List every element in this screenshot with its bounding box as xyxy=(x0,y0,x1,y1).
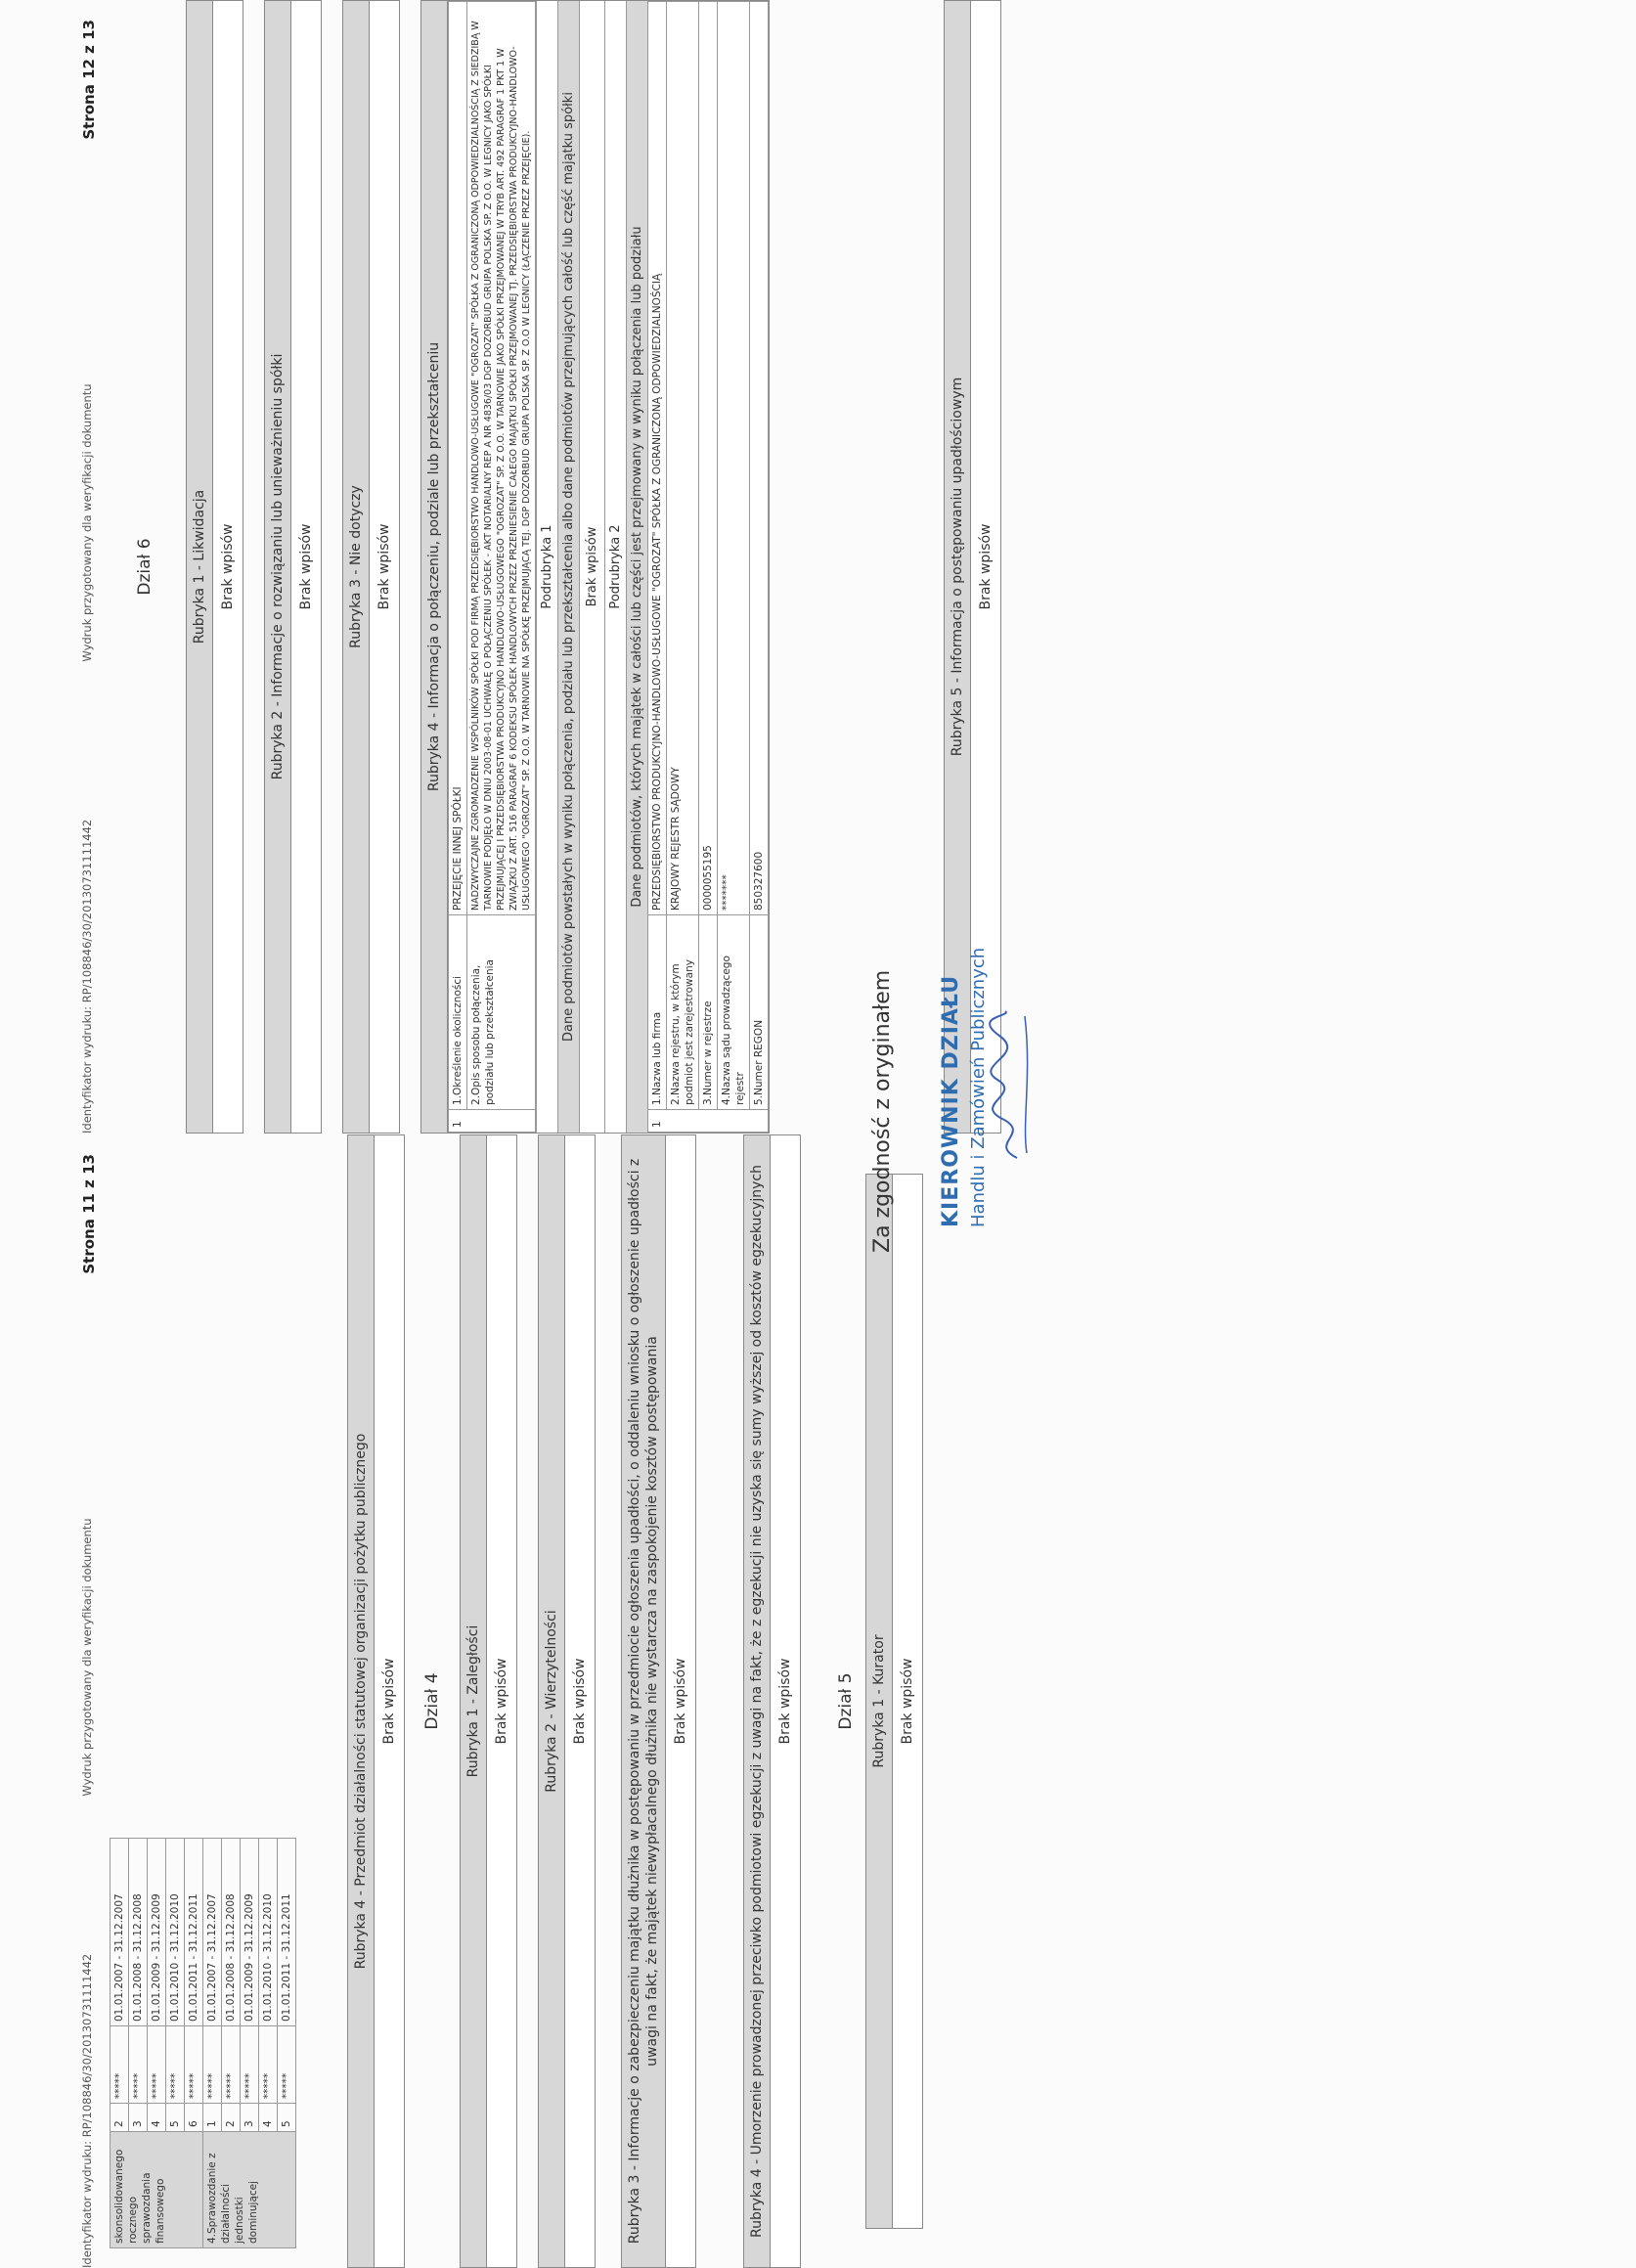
financial-reports-table xyxy=(110,1838,296,2248)
masked-value: ***** xyxy=(129,2026,148,2104)
period-range: 01.01.2008 - 31.12.2008 xyxy=(222,1839,241,2026)
field-value: KRAJOWY REJESTR SĄDOWY xyxy=(667,2,699,915)
row-number: 5 xyxy=(278,2104,296,2132)
field-label: 3.Numer w rejestrze xyxy=(699,915,718,1110)
brak-wpisow: Brak wpisów xyxy=(572,1658,588,1745)
masked-value: ***** xyxy=(203,2026,222,2104)
dzial-6-heading: Dział 6 xyxy=(135,538,155,596)
row-number: 1 xyxy=(203,2104,222,2132)
field-label: 2.Opis sposobu połączenia, podziału lub przekształcenia xyxy=(467,915,536,1110)
page-header xyxy=(80,1134,110,2268)
brak-wpisow: Brak wpisów xyxy=(900,1658,915,1745)
brak-wpisow: Brak wpisów xyxy=(579,1,604,1133)
rubryka-title: Rubryka 3 - Informacje o zabezpieczeniu majątku dłużnika w postępowaniu w przedmiocie ogłoszenia upadłości, o oddaleniu wniosku o ogłoszenie upadłości z uwagi na fakt, że majątek niewypłacalnego dłużnika nie wystarcza na zaspokojenie kosztów postępowania xyxy=(622,1135,666,2267)
period-range: 01.01.2008 - 31.12.2008 xyxy=(129,1839,148,2026)
handwritten-signature xyxy=(978,1006,1037,1163)
dzial-4-heading: Dział 4 xyxy=(422,1672,442,1730)
print-identifier: Identyfikator wydruku: RP/108846/30/20130731111442 xyxy=(80,819,94,1134)
print-identifier: Identyfikator wydruku: RP/108846/30/20130731111442 xyxy=(80,1953,94,2268)
masked-value: ***** xyxy=(241,2026,259,2104)
brak-wpisow: Brak wpisów xyxy=(777,1658,793,1745)
brak-wpisow: Brak wpisów xyxy=(220,523,236,610)
dzial-5-heading: Dział 5 xyxy=(836,1672,856,1730)
row-number: 1 xyxy=(648,1110,769,1133)
page-11 xyxy=(0,1134,1636,2268)
print-purpose: Wydruk przygotowany dla weryfikacji dokumentu xyxy=(80,1518,94,1797)
report-type-label: 4.Sprawozdanie z działalności jednostki dominującej xyxy=(203,2132,296,2248)
rubryka-title: Rubryka 1 - Zaległości xyxy=(461,1135,487,2267)
stamp-handlu: Handlu i Zamówień Publicznych xyxy=(968,947,989,1227)
period-range: 01.01.2010 - 31.12.2010 xyxy=(166,1839,185,2026)
rubryka-title: Rubryka 2 - Wierzytelności xyxy=(539,1135,565,2267)
masked-value: ***** xyxy=(185,2026,203,2104)
rubryka-1-kurator xyxy=(865,1174,923,2229)
rubryka-1-zaleglosci xyxy=(460,1134,517,2268)
field-value: PRZEJĘCIE INNEJ SPÓŁKI xyxy=(449,2,467,915)
podrubryka-1-heading: Podrubryka 1 xyxy=(536,1,557,1133)
period-range: 01.01.2010 - 31.12.2010 xyxy=(259,1839,278,2026)
field-label: 1.Określenie okoliczności xyxy=(449,915,467,1110)
rubryka-4-opp xyxy=(347,1134,405,2268)
row-number: 1 xyxy=(449,1110,536,1133)
row-number: 4 xyxy=(148,2104,166,2132)
rubryka-title: Rubryka 2 - Informacje o rozwiązaniu lub unieważnieniu spółki xyxy=(265,1,291,1133)
field-value: ******* xyxy=(718,2,750,915)
field-value: 0000055195 xyxy=(699,2,718,915)
row-number: 6 xyxy=(185,2104,203,2132)
field-label: 4.Nazwa sądu prowadzącego rejestr xyxy=(718,915,750,1110)
rubryka-title: Rubryka 5 - Informacja o postępowaniu upadłościowym xyxy=(945,1,971,1133)
masked-value: ***** xyxy=(259,2026,278,2104)
row-number: 2 xyxy=(222,2104,241,2132)
stamp-kierownik: KIEROWNIK DZIAŁU xyxy=(939,974,963,1227)
field-value: NADZWYCZAJNE ZGROMADZENIE WSPÓLNIKÓW SPÓŁKI POD FIRMĄ PRZEDSIĘBIORSTWO HANDLOWO-USŁUGOWE "OGROZAT" SPÓŁKA Z OGRANICZONĄ ODPOWIEDZIALNOŚCIĄ Z SIEDZIBĄ W TARNOWIE PODJĘŁO W DNIU 2003-08-01 UCHWAŁĘ O POŁĄCZENIU SPÓŁEK - AKT NOTARIALNY REP A NR 4836/03 DGP DOZORBUD GRUPA POLSKA SP. Z O.O. W LEGNICY JAKO SPÓŁKI PRZEJMUJĄCEJ I PRZEDSIĘBIORSTWA PRODUKCYJNO HANDLOWO-USŁUGOWEGO "OGROZAT" SP. Z O.O. W TARNOWIE JAKO SPÓŁKI PRZEJMOWANEJ W TRYB ART. 492 PARAGRAF 1 PKT 1 W ZWIĄZKU Z ART. 516 PARAGRAF 6 KODEKSU SPÓŁEK HANDLOWYCH PRZEZ PRZENIESIENIE CAŁEGO MAJĄTKU SPÓŁKI PRZEJMOWANEJ TJ. PRZEDSIĘBIORSTWA PRODUKCYJNO-HANDLOWO-USŁUGOWEGO "OGROZAT" SP. Z O.O. W TARNOWIE NA SPÓŁKĘ PRZEJMUJĄCĄ TEJ. DGP DOZORBUD GRUPA POLSKA SP. Z O.O W LEGNICY (ŁĄCZENIE PRZEZ PRZEJĘCIE). xyxy=(467,2,536,915)
rubryka-3-zabezpieczenie xyxy=(621,1134,696,2268)
rubryka-2-wierzytelnosci xyxy=(538,1134,596,2268)
stamp-zgodnosc: Za zgodność z oryginałem xyxy=(870,969,895,1253)
table-row xyxy=(203,1839,222,2248)
masked-value: ***** xyxy=(278,2026,296,2104)
rubryka-title: Rubryka 3 - Nie dotyczy xyxy=(343,1,370,1133)
rubryka-title: Rubryka 4 - Umorzenie prowadzonej przeciwko podmiotowi egzekucji z uwagi na fakt, że z egzekucji nie uzyska się sumy wyższej od kosztów egzekucyjnych xyxy=(744,1135,771,2267)
period-range: 01.01.2009 - 31.12.2009 xyxy=(241,1839,259,2026)
rubryka-title: Rubryka 4 - Przedmiot działalności statutowej organizacji pożytku publicznego xyxy=(348,1135,375,2267)
period-range: 01.01.2011 - 31.12.2011 xyxy=(185,1839,203,2026)
masked-value: ***** xyxy=(166,2026,185,2104)
masked-value: ***** xyxy=(148,2026,166,2104)
field-label: 2.Nazwa rejestru, w którym podmiot jest zarejestrowany xyxy=(667,915,699,1110)
row-number: 3 xyxy=(241,2104,259,2132)
brak-wpisow: Brak wpisów xyxy=(381,1658,397,1745)
rubryka-title: Rubryka 1 - Kurator xyxy=(866,1175,893,2228)
period-range: 01.01.2007 - 31.12.2007 xyxy=(203,1839,222,2026)
brak-wpisow: Brak wpisów xyxy=(298,523,314,610)
podrubryka-2-heading: Podrubryka 2 xyxy=(604,1,626,1133)
period-range: 01.01.2007 - 31.12.2007 xyxy=(111,1839,129,2026)
page-number: Strona 12 z 13 xyxy=(80,20,98,140)
certification-stamp xyxy=(0,899,1636,1251)
row-number: 2 xyxy=(111,2104,129,2132)
row-number: 3 xyxy=(129,2104,148,2132)
period-range: 01.01.2009 - 31.12.2009 xyxy=(148,1839,166,2026)
page-number: Strona 11 z 13 xyxy=(80,1154,98,1274)
print-purpose: Wydruk przygotowany dla weryfikacji dokumentu xyxy=(80,383,94,662)
field-label: 5.Numer REGON xyxy=(750,915,769,1110)
brak-wpisow: Brak wpisów xyxy=(376,523,392,610)
rubryka-title: Rubryka 4 - Informacja o połączeniu, podziale lub przekształceniu xyxy=(421,1,448,1133)
field-label: 1.Nazwa lub firma xyxy=(648,915,667,1110)
field-value: 850327600 xyxy=(750,2,769,915)
brak-wpisow: Brak wpisów xyxy=(673,1658,688,1745)
period-range: 01.01.2011 - 31.12.2011 xyxy=(278,1839,296,2026)
brak-wpisow: Brak wpisów xyxy=(494,1658,509,1745)
brak-wpisow: Brak wpisów xyxy=(978,523,994,610)
rubryka-4-umorzenie xyxy=(743,1134,801,2268)
report-type-label: skonsolidowanego rocznego sprawozdania finansowego xyxy=(111,2132,203,2248)
masked-value: ***** xyxy=(111,2026,129,2104)
podrubryka-2-description: Dane podmiotów, których majątek w całości lub części jest przejmowany w wyniku połączenia lub podziału xyxy=(626,1,647,1133)
row-number: 4 xyxy=(259,2104,278,2132)
field-value: PRZEDSIĘBIORSTWO PRODUKCYJNO-HANDLOWO-USŁUGOWE "OGROZAT" SPÓŁKA Z OGRANICZONĄ ODPOWIEDZIALNOŚCIĄ xyxy=(648,2,667,915)
podrubryka-1-description: Dane podmiotów powstałych w wyniku połączenia, podziału lub przekształcenia albo dane podmiotów przejmujących całość lub część majątku spółki xyxy=(557,1,579,1133)
masked-value: ***** xyxy=(222,2026,241,2104)
table-row xyxy=(111,1839,129,2248)
row-number: 5 xyxy=(166,2104,185,2132)
rubryka-title: Rubryka 1 - Likwidacja xyxy=(187,1,213,1133)
